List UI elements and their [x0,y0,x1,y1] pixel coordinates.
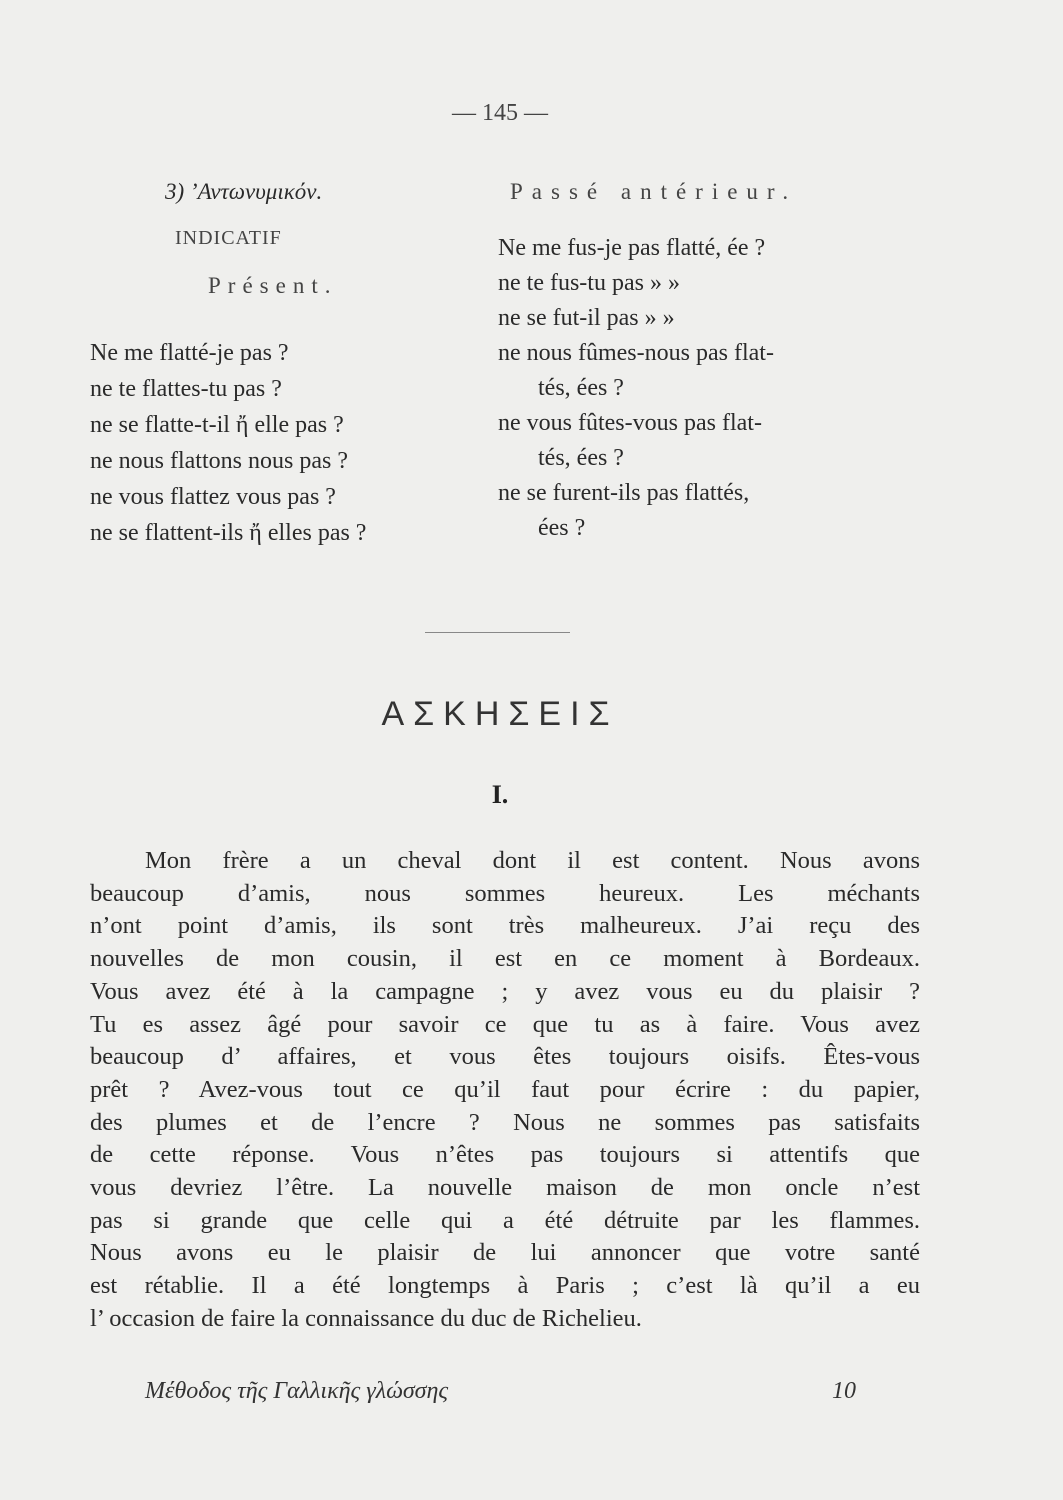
paragraph-line: Tu es assez âgé pour savoir ce que tu as à faire. Vous avez [90,1010,920,1038]
paragraph-line: Vous avez été à la campagne ; y avez vous eu du plaisir ? [90,977,920,1005]
page-number: — 145 — [452,100,548,126]
exercise-paragraph [90,845,920,1336]
verb-line: ne se fut-il pas » » [498,305,675,331]
verb-line: Ne me flatté-je pas ? [90,340,289,366]
verb-line: Ne me fus-je pas flatté, ée ? [498,235,766,261]
exercise-number: I. [491,780,509,809]
tense-label-present: Présent. [208,273,338,298]
verb-line: ne vous flattez vous pas ? [90,484,336,510]
verb-line: ne se furent-ils pas flattés, [498,480,750,506]
verb-line: ne se flattent-ils ἤ elles pas ? [90,520,367,546]
verb-line-continuation: tés, ées ? [538,445,624,471]
conjugation-right-column [498,175,928,546]
paragraph-line: des plumes et de l’encre ? Nous ne sommes pas satisfaits [90,1108,920,1136]
paragraph-line: nouvelles de mon cousin, il est en ce moment à Bordeaux. [90,945,920,973]
section-label: 3) ’Αντωνυμικόν. [165,179,323,204]
paragraph-line: l’ occasion de faire la connaissance du duc de Richelieu. [90,1304,642,1332]
footer-signature-number: 10 [832,1378,856,1404]
tense-label-passe-anterieur: Passé antérieur. [510,179,798,204]
paragraph-line: prêt ? Avez-vous tout ce qu’il faut pour écrire : du papier, [90,1075,920,1103]
verb-line: ne nous flattons nous pas ? [90,448,348,474]
paragraph-line: est rétablie. Il a été longtemps à Paris ; c’est là qu’il a eu [90,1272,920,1300]
verb-line-continuation: ées ? [538,515,586,541]
paragraph-line: vous devriez l’être. La nouvelle maison de mon oncle n’est [90,1174,920,1202]
exercises-heading: ΑΣΚΗΣΕΙΣ [381,695,619,733]
paragraph-line: Mon frère a un cheval dont il est content. Nous avons [145,847,920,874]
verb-line: ne te flattes-tu pas ? [90,376,282,402]
paragraph-line: de cette réponse. Vous n’êtes pas toujours si attentifs que [90,1141,920,1169]
paragraph-line: pas si grande que celle qui a été détruite par les flammes. [90,1206,920,1234]
verb-line: ne vous fûtes-vous pas flat- [498,410,762,436]
paragraph-line: Nous avons eu le plaisir de lui annoncer que votre santé [90,1239,920,1267]
mood-label: INDICATIF [175,227,282,249]
verb-list-present [90,335,500,551]
paragraph-line: n’ont point d’amis, ils sont très malheureux. J’ai reçu des [90,912,920,940]
verb-line: ne se flatte-t-il ἤ elle pas ? [90,412,344,438]
verb-line: ne nous fûmes-nous pas flat- [498,340,774,366]
verb-list-passe-anterieur [498,231,928,546]
verb-line: ne te fus-tu pas » » [498,270,680,296]
paragraph-line: beaucoup d’ affaires, et vous êtes toujours oisifs. Êtes-vous [90,1043,920,1071]
conjugation-left-column [90,175,500,551]
verb-line-continuation: tés, ées ? [538,375,624,401]
section-divider [425,632,570,633]
footer-book-title: Μέθοδος τῆς Γαλλικῆς γλώσσης [145,1378,449,1404]
paragraph-line: beaucoup d’amis, nous sommes heureux. Les méchants [90,879,920,907]
